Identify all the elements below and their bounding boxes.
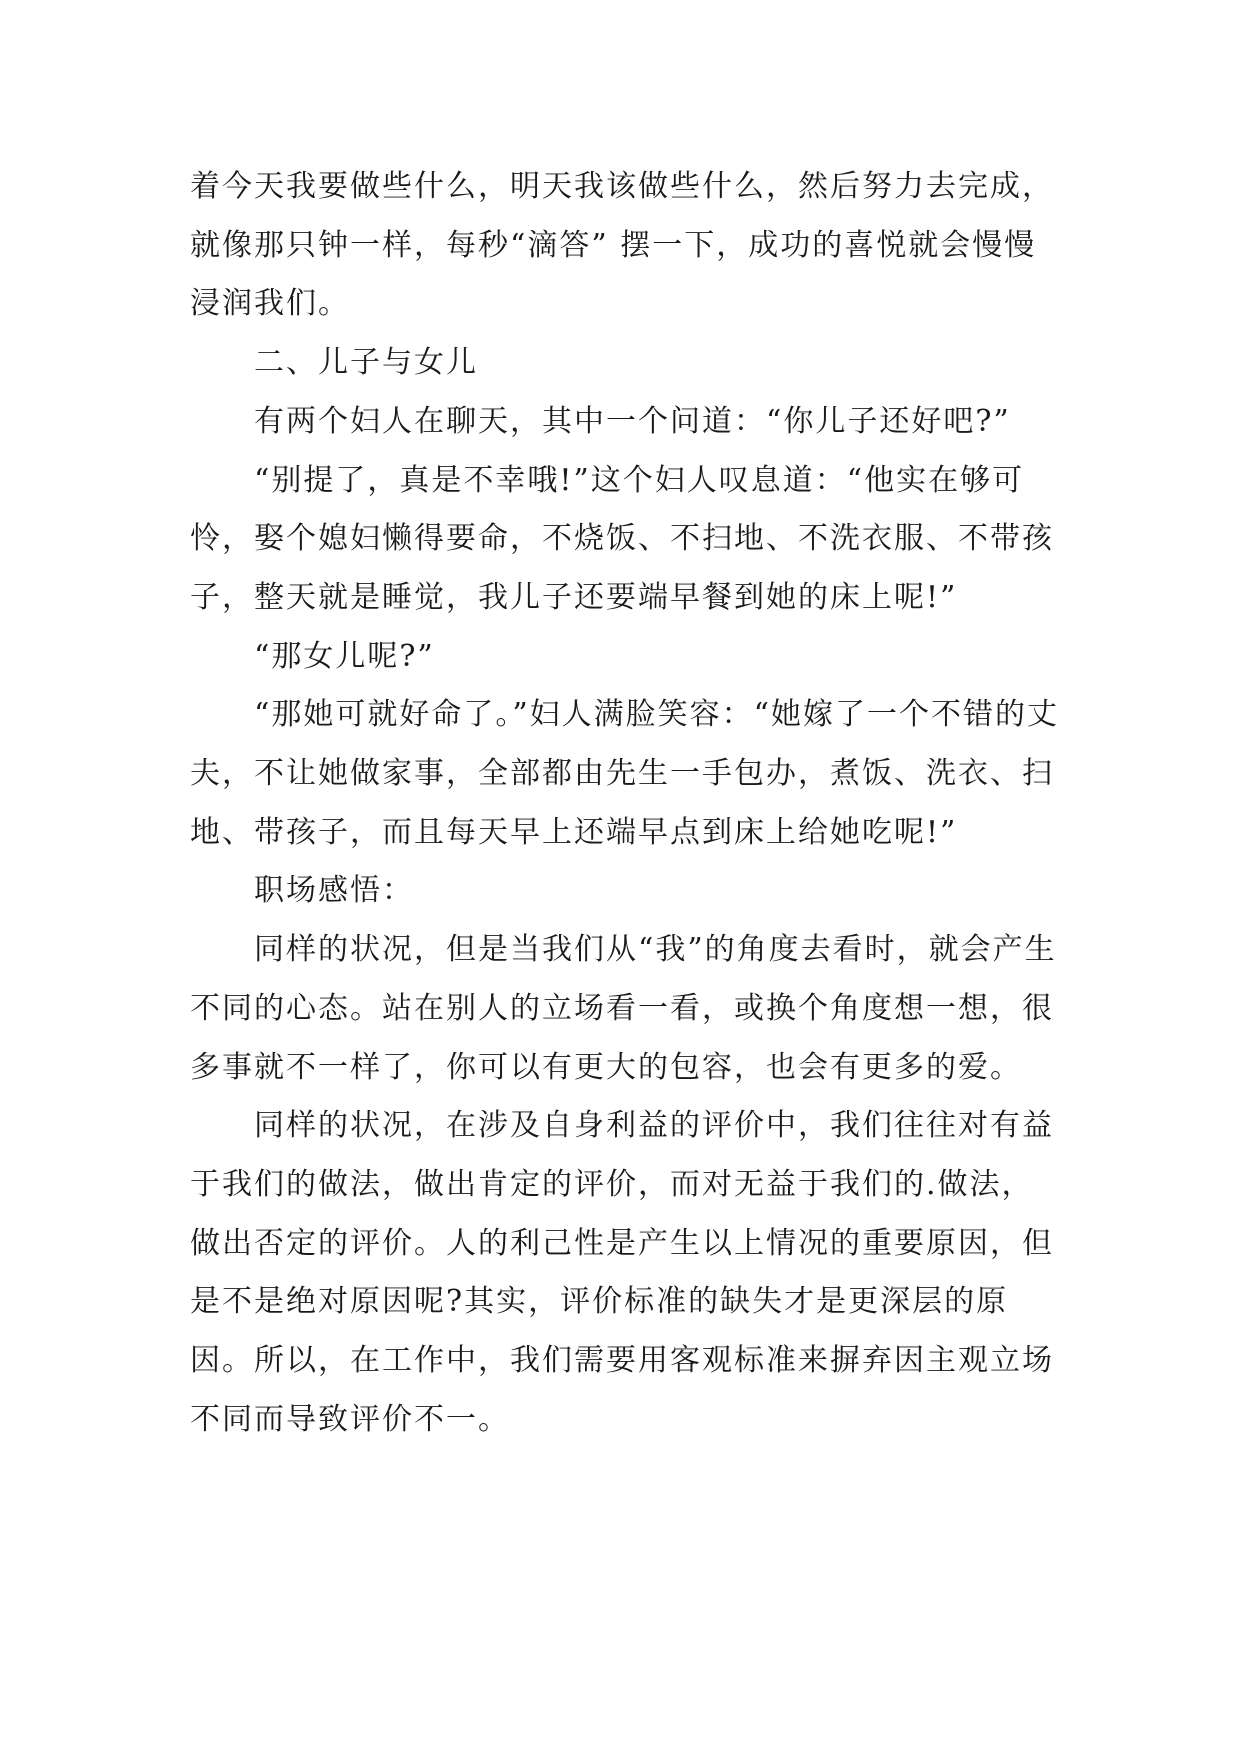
paragraph: 有两个妇人在聊天，其中一个问道：“你儿子还好吧?” bbox=[254, 403, 1011, 439]
paragraph: “别提了，真是不幸哦!”这个妇人叹息道：“他实在够可怜，娶个媳妇懒得要命，不烧饭、不扫地、不洗衣服、不带孩子，整天就是睡觉，我儿子还要端早餐到她的床上呢!” bbox=[190, 462, 1054, 615]
paragraph-continuation: 着今天我要做些什么，明天我该做些什么，然后努力去完成，就像那只钟一样，每秒“滴答” 摆一下，成功的喜悦就会慢慢浸润我们。 bbox=[190, 169, 1054, 322]
section-heading: 二、儿子与女儿 bbox=[254, 345, 478, 381]
paragraph: “那她可就好命了。”妇人满脸笑容：“她嫁了一个不错的丈夫，不让她做家事，全部都由先生一手包办，煮饭、洗衣、扫地、带孩子，而且每天早上还端早点到床上给她吃呢!” bbox=[190, 697, 1060, 850]
paragraph: 同样的状况，在涉及自身利益的评价中，我们往往对有益于我们的做法，做出肯定的评价，而对无益于我们的.做法，做出否定的评价。人的利己性是产生以上情况的重要原因，但是不是绝对原因呢?其实，评价标准的缺失才是更深层的原因。所以，在工作中，我们需要用客观标准来摒弃因主观立场不同而导致评价不一。 bbox=[190, 1108, 1054, 1437]
body-text bbox=[190, 158, 1060, 1449]
paragraph: “那女儿呢?” bbox=[254, 638, 435, 674]
paragraph: 同样的状况，但是当我们从“我”的角度去看时，就会产生不同的心态。站在别人的立场看一看，或换个角度想一想，很多事就不一样了，你可以有更大的包容，也会有更多的爱。 bbox=[190, 932, 1057, 1085]
reflection-heading: 职场感悟： bbox=[254, 873, 414, 909]
